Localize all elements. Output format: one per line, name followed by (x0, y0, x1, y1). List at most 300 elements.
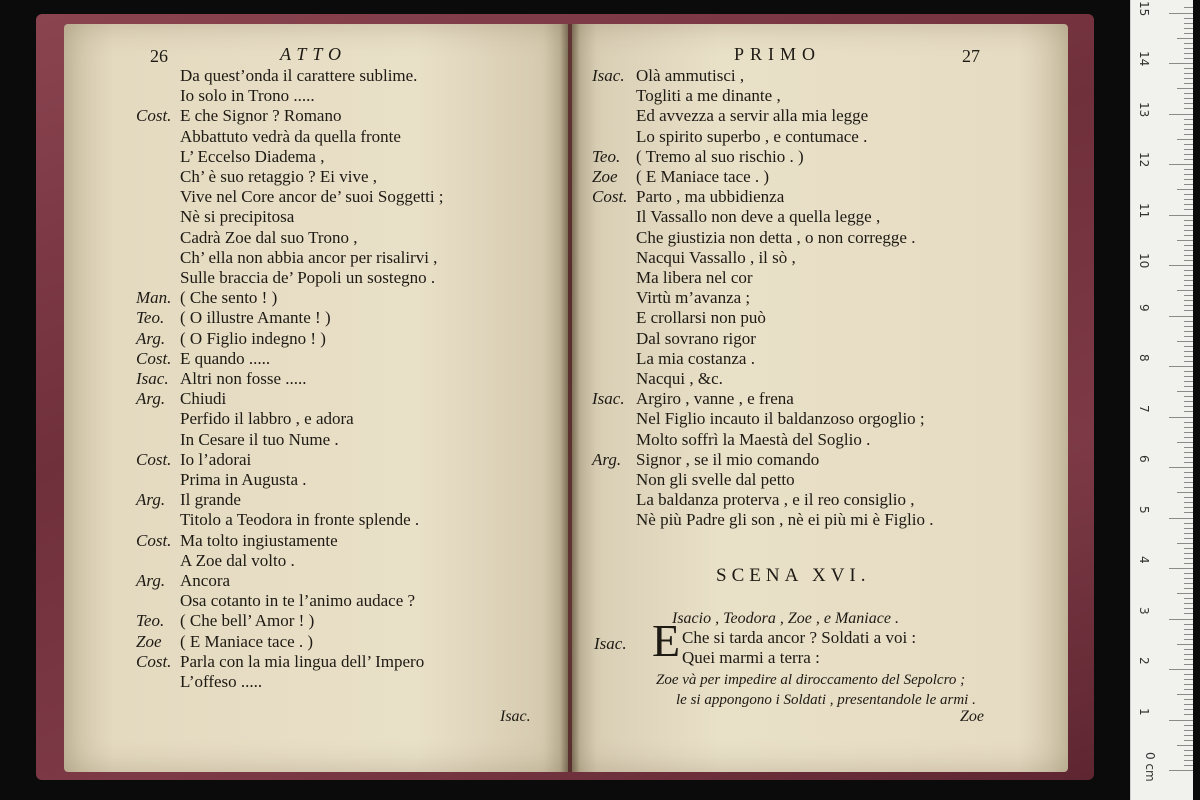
ruler-tick (1184, 149, 1193, 150)
right-page-line (636, 349, 755, 369)
speaker-label: Arg. (136, 389, 166, 409)
ruler-tick (1184, 497, 1193, 498)
ruler-tick (1184, 220, 1193, 221)
ruler-tick (1184, 684, 1193, 685)
ruler-tick (1184, 371, 1193, 372)
right-page-line (636, 369, 723, 389)
left-page-line (180, 167, 377, 187)
ruler-tick (1184, 129, 1193, 130)
ruler-tick (1184, 583, 1193, 584)
ruler-tick (1169, 518, 1193, 519)
ruler-tick (1169, 366, 1193, 367)
verse-text: Virtù m’avanza ; (636, 288, 751, 308)
verse-text: Ch’ ella non abbia ancor per risalirvi , (180, 247, 438, 267)
ruler-tick (1184, 194, 1193, 195)
ruler-tick (1177, 442, 1193, 443)
ruler-tick (1184, 179, 1193, 180)
ruler-tick (1184, 356, 1193, 357)
ruler-tick (1184, 740, 1193, 741)
ruler-tick (1184, 108, 1193, 109)
right-page-line (636, 127, 867, 147)
left-page-line (180, 147, 324, 167)
ruler-tick (1177, 593, 1193, 594)
speaker-label: Man. (136, 288, 172, 308)
verse-text: ( E Maniace tace . ) (636, 167, 770, 186)
scene-line-1: Che si tarda ancor ? Soldati a voi : (682, 628, 917, 647)
left-catchword: Isac. (500, 708, 531, 725)
ruler-tick (1169, 316, 1193, 317)
verse-text: Dal sovrano rigor (636, 328, 756, 348)
verse-text: Togliti a me dinante , (636, 86, 781, 106)
right-page-line (592, 450, 819, 470)
verse-text: Nacqui , &c. (636, 369, 723, 388)
verse-text: A Zoe dal volto . (180, 550, 295, 570)
ruler-tick (1184, 23, 1193, 24)
ruler-tick (1177, 644, 1193, 645)
ruler-tick (1184, 502, 1193, 503)
ruler-tick (1184, 73, 1193, 74)
ruler-tick (1184, 346, 1193, 347)
ruler-number: 14 (1137, 51, 1151, 67)
ruler-tick (1184, 98, 1193, 99)
speaker-label: Teo. (136, 611, 165, 631)
ruler-tick (1169, 770, 1193, 771)
left-page-line (180, 86, 315, 106)
verse-text: E crollarsi non può (636, 308, 766, 328)
ruler-tick (1184, 245, 1193, 246)
ruler-tick (1169, 63, 1193, 64)
scene-title: SCENA XVI. (716, 565, 871, 586)
ruler-tick (1184, 603, 1193, 604)
ruler-number: 9 (1137, 303, 1151, 312)
ruler-tick (1184, 119, 1193, 120)
ruler-tick (1184, 709, 1193, 710)
verse-text: Molto soffrì la Maestà del Soglio . (636, 429, 871, 449)
verse-text: Ma tolto ingiustamente (180, 530, 338, 550)
ruler-tick (1184, 331, 1193, 332)
ruler-tick (1184, 679, 1193, 680)
scene-characters: Isacio , Teodora , Zoe , e Maniace . (672, 610, 899, 627)
verse-text: L’offeso ..... (180, 672, 263, 691)
ruler-tick (1184, 578, 1193, 579)
left-page-line (180, 551, 295, 571)
ruler-tick (1184, 381, 1193, 382)
ruler-tick (1184, 361, 1193, 362)
ruler-tick (1184, 659, 1193, 660)
left-page-line (180, 207, 294, 227)
ruler-tick (1184, 411, 1193, 412)
verse-text: Ma libera nel cor (636, 268, 753, 287)
verse-text: Da quest’onda il carattere sublime. (180, 66, 418, 85)
verse-text: Il Vassallo non deve a quella legge , (636, 207, 881, 227)
ruler-tick (1177, 290, 1193, 291)
right-page-line (636, 106, 868, 126)
ruler-tick (1177, 341, 1193, 342)
ruler-tick (1184, 553, 1193, 554)
verse-text: ( E Maniace tace . ) (180, 631, 314, 651)
ruler-tick (1184, 53, 1193, 54)
scene-line-2: Quei marmi a terra : (682, 648, 820, 667)
ruler-tick (1184, 68, 1193, 69)
left-page-line (136, 531, 338, 551)
ruler-tick (1184, 280, 1193, 281)
verse-text: Sulle braccia de’ Popoli un sostegno . (180, 268, 436, 287)
verse-text: ( Tremo al suo rischio . ) (636, 146, 804, 166)
ruler-tick (1177, 240, 1193, 241)
ruler-tick (1169, 265, 1193, 266)
ruler-tick (1184, 533, 1193, 534)
ruler-tick (1184, 624, 1193, 625)
ruler-tick (1184, 250, 1193, 251)
ruler-tick (1184, 270, 1193, 271)
ruler-tick (1184, 48, 1193, 49)
ruler-tick (1184, 159, 1193, 160)
verse-text: Io solo in Trono ..... (180, 86, 315, 106)
verse-text: Signor , se il mio comando (636, 449, 820, 469)
ruler-tick (1169, 619, 1193, 620)
ruler-tick (1169, 568, 1193, 569)
ruler-tick (1184, 33, 1193, 34)
ruler-number: 1 (1137, 707, 1151, 716)
verse-text: Altri non fosse ..... (180, 369, 307, 388)
left-page-line (136, 369, 307, 389)
ruler-tick (1169, 669, 1193, 670)
ruler-tick (1184, 528, 1193, 529)
right-page-line (636, 409, 925, 429)
ruler-tick (1184, 134, 1193, 135)
right-page-line (636, 510, 933, 530)
ruler-tick (1184, 608, 1193, 609)
verse-text: Titolo a Teodora in fronte splende . (180, 510, 420, 530)
left-page-line (180, 672, 262, 692)
verse-text: ( Che bell’ Amor ! ) (180, 611, 315, 631)
left-page-line (180, 470, 307, 490)
right-page-line (592, 66, 744, 86)
ruler-tick (1184, 103, 1193, 104)
left-page-line (136, 652, 424, 672)
ruler-tick (1177, 38, 1193, 39)
ruler-number: 10 (1137, 253, 1151, 269)
left-page-line (136, 490, 241, 510)
ruler-number: 15 (1137, 0, 1151, 16)
ruler-tick (1184, 598, 1193, 599)
ruler-tick (1184, 93, 1193, 94)
ruler-tick (1184, 664, 1193, 665)
speaker-label: Cost. (136, 348, 172, 368)
ruler-number: 13 (1137, 101, 1151, 117)
ruler-tick (1184, 558, 1193, 559)
left-page-line (136, 329, 326, 349)
ruler-tick (1184, 124, 1193, 125)
left-page-number: 26 (150, 46, 168, 66)
ruler-tick (1184, 477, 1193, 478)
verse-text: Argiro , vanne , e frena (636, 389, 794, 409)
verse-text: Chiudi (180, 389, 227, 409)
ruler-tick (1177, 492, 1193, 493)
ruler-tick (1184, 674, 1193, 675)
verse-text: La mia costanza . (636, 348, 755, 368)
ruler-tick (1184, 321, 1193, 322)
ruler-tick (1184, 406, 1193, 407)
ruler-tick (1184, 629, 1193, 630)
verse-text: Ed avvezza a servir alla mia legge (636, 106, 869, 126)
ruler-tick (1177, 139, 1193, 140)
verse-text: Abbattuto vedrà da quella fronte (180, 126, 401, 146)
speaker-label: Zoe (136, 631, 162, 651)
ruler-tick (1184, 714, 1193, 715)
ruler-tick (1184, 523, 1193, 524)
verse-text: Che giustizia non detta , o non corregge . (636, 227, 916, 247)
ruler-tick (1184, 235, 1193, 236)
left-page-line (180, 248, 437, 268)
verse-text: Nè più Padre gli son , nè ei più mi è Figlio . (636, 510, 934, 530)
verse-text: ( O Figlio indegno ! ) (180, 328, 326, 348)
ruler-tick (1184, 654, 1193, 655)
ruler-tick (1184, 432, 1193, 433)
ruler-tick (1184, 275, 1193, 276)
right-page-header: PRIMO (734, 44, 822, 64)
verse-text: Cadrà Zoe dal suo Trono , (180, 227, 358, 247)
ruler-tick (1184, 305, 1193, 306)
verse-text: Io l’adorai (180, 449, 252, 469)
ruler-tick (1184, 613, 1193, 614)
ruler-number: 4 (1137, 556, 1151, 564)
ruler-tick (1184, 563, 1193, 564)
left-page-line (180, 591, 415, 611)
right-page-line (592, 389, 794, 409)
left-page-line (136, 611, 314, 631)
left-page-header: ATTO (280, 44, 348, 64)
ruler-tick (1184, 427, 1193, 428)
ruler-tick (1184, 83, 1193, 84)
left-page-line (180, 409, 354, 429)
ruler-tick (1184, 765, 1193, 766)
left-page-line (136, 571, 230, 591)
right-page-line (636, 470, 795, 490)
right-page-line (636, 490, 915, 510)
ruler-tick (1184, 386, 1193, 387)
verse-text: Osa cotanto in te l’animo audace ? (180, 591, 416, 611)
right-page-line (636, 228, 915, 248)
ruler-number: 8 (1137, 354, 1151, 362)
left-page-line (180, 66, 417, 86)
ruler-tick (1184, 699, 1193, 700)
verse-text: ( Che sento ! ) (180, 288, 278, 308)
ruler-tick (1184, 437, 1193, 438)
left-page-line (136, 349, 270, 369)
ruler-tick (1184, 538, 1193, 539)
ruler-tick (1184, 154, 1193, 155)
ruler-tick (1184, 649, 1193, 650)
right-page-line (636, 268, 753, 288)
ruler-tick (1184, 735, 1193, 736)
verse-text: In Cesare il tuo Nume . (180, 429, 339, 449)
left-page (64, 24, 568, 772)
left-page-line (180, 187, 444, 207)
verse-text: Perfido il labbro , e adora (180, 409, 354, 429)
speaker-label: Cost. (136, 106, 172, 126)
verse-text: Prima in Augusta . (180, 470, 307, 489)
ruler-tick (1169, 215, 1193, 216)
ruler-tick (1184, 295, 1193, 296)
ruler-tick (1184, 401, 1193, 402)
verse-text: Nè si precipitosa (180, 207, 295, 227)
ruler-tick (1184, 588, 1193, 589)
ruler-tick (1184, 573, 1193, 574)
left-page-line (136, 450, 251, 470)
ruler-tick (1184, 507, 1193, 508)
drop-cap: E (652, 615, 681, 666)
speaker-label: Arg. (136, 490, 166, 510)
speaker-label: Cost. (136, 449, 172, 469)
ruler-tick (1184, 7, 1193, 8)
measuring-ruler (1130, 0, 1193, 800)
ruler-tick (1184, 689, 1193, 690)
ruler-tick (1184, 230, 1193, 231)
ruler-tick (1184, 452, 1193, 453)
ruler-tick (1177, 745, 1193, 746)
ruler-tick (1184, 326, 1193, 327)
verse-text: Lo spirito superbo , e contumace . (636, 126, 868, 146)
ruler-tick (1184, 396, 1193, 397)
left-page-line (180, 228, 358, 248)
ruler-tick (1184, 58, 1193, 59)
verse-text: Nacqui Vassallo , il sò , (636, 247, 796, 267)
verse-text: Nel Figlio incauto il baldanzoso orgoglio ; (636, 409, 925, 429)
verse-text: Parto , ma ubbidienza (636, 187, 785, 207)
ruler-tick (1169, 467, 1193, 468)
right-page-line (636, 329, 756, 349)
ruler-tick (1184, 204, 1193, 205)
ruler-tick (1184, 255, 1193, 256)
right-page-line (636, 86, 781, 106)
verse-text: Vive nel Core ancor de’ suoi Soggetti ; (180, 187, 444, 207)
ruler-number: 3 (1137, 606, 1151, 615)
ruler-unit-label: 0 cm (1143, 752, 1157, 782)
right-page-line (592, 187, 784, 207)
ruler-tick (1169, 720, 1193, 721)
ruler-number: 2 (1137, 657, 1151, 665)
speaker-label: Arg. (136, 328, 166, 348)
verse-text: Parla con la mia lingua dell’ Impero (180, 651, 425, 671)
ruler-tick (1184, 730, 1193, 731)
verse-text: ( O illustre Amante ! ) (180, 308, 331, 328)
right-page-line (636, 288, 750, 308)
ruler-tick (1184, 457, 1193, 458)
ruler-tick (1184, 422, 1193, 423)
left-page-line (180, 430, 339, 450)
ruler-tick (1184, 639, 1193, 640)
ruler-tick (1184, 725, 1193, 726)
ruler-tick (1169, 417, 1193, 418)
speaker-label: Teo. (592, 146, 621, 166)
ruler-number: 7 (1137, 404, 1151, 413)
book-gutter (560, 24, 580, 772)
stage-direction-1: Zoe và per impedire al diroccamento del Sepolcro ; (656, 672, 966, 688)
ruler-tick (1184, 750, 1193, 751)
speaker-label: Arg. (136, 571, 166, 590)
ruler-tick (1184, 300, 1193, 301)
right-page-number: 27 (962, 46, 980, 66)
ruler-tick (1184, 199, 1193, 200)
ruler-tick (1184, 225, 1193, 226)
ruler-tick (1184, 209, 1193, 210)
ruler-tick (1184, 169, 1193, 170)
verse-text: E che Signor ? Romano (180, 106, 342, 126)
speaker-label: Isac. (136, 369, 169, 388)
verse-text: Non gli svelle dal petto (636, 470, 795, 489)
right-page-line (636, 207, 880, 227)
ruler-tick (1177, 391, 1193, 392)
right-page-line (636, 430, 870, 450)
ruler-tick (1184, 336, 1193, 337)
ruler-tick (1184, 634, 1193, 635)
verse-text: L’ Eccelso Diadema , (180, 146, 325, 166)
speaker-label: Teo. (136, 308, 165, 328)
ruler-tick (1184, 285, 1193, 286)
right-catchword: Zoe (960, 708, 984, 725)
left-page-line (136, 389, 226, 409)
ruler-tick (1184, 462, 1193, 463)
stage-direction-2: le si appongono i Soldati , presentandole le armi . (676, 692, 976, 708)
right-page-line (592, 167, 769, 187)
ruler-number: 5 (1137, 505, 1151, 514)
ruler-tick (1184, 184, 1193, 185)
left-page-line (180, 127, 401, 147)
ruler-tick (1184, 260, 1193, 261)
ruler-tick (1184, 447, 1193, 448)
ruler-tick (1184, 704, 1193, 705)
verse-text: Ancora (180, 571, 231, 590)
ruler-tick (1177, 189, 1193, 190)
ruler-tick (1184, 472, 1193, 473)
ruler-tick (1184, 760, 1193, 761)
ruler-tick (1184, 310, 1193, 311)
verse-text: Olà ammutisci , (636, 66, 745, 85)
ruler-tick (1184, 755, 1193, 756)
ruler-tick (1177, 543, 1193, 544)
speaker-label: Cost. (136, 651, 172, 671)
ruler-tick (1184, 376, 1193, 377)
left-page-line (136, 308, 331, 328)
speaker-label: Cost. (592, 187, 628, 207)
speaker-label: Arg. (592, 449, 622, 469)
speaker-label: Zoe (592, 167, 618, 186)
verse-text: Il grande (180, 490, 241, 510)
ruler-tick (1169, 114, 1193, 115)
left-page-line (180, 268, 435, 288)
ruler-tick (1184, 144, 1193, 145)
speaker-label: Isac. (592, 389, 625, 409)
ruler-tick (1184, 512, 1193, 513)
speaker-label: Isac. (592, 66, 625, 85)
ruler-tick (1184, 28, 1193, 29)
right-page-line (592, 147, 804, 167)
ruler-tick (1184, 351, 1193, 352)
ruler-tick (1177, 694, 1193, 695)
ruler-tick (1169, 164, 1193, 165)
ruler-tick (1184, 548, 1193, 549)
ruler-tick (1184, 487, 1193, 488)
verse-text: La baldanza proterva , e il reo consiglio , (636, 490, 915, 510)
ruler-tick (1169, 13, 1193, 14)
speaker-label: Cost. (136, 530, 172, 550)
ruler-tick (1184, 482, 1193, 483)
right-page (572, 24, 1068, 772)
right-page-line (636, 248, 796, 268)
verse-text: E quando ..... (180, 348, 271, 368)
ruler-tick (1184, 174, 1193, 175)
